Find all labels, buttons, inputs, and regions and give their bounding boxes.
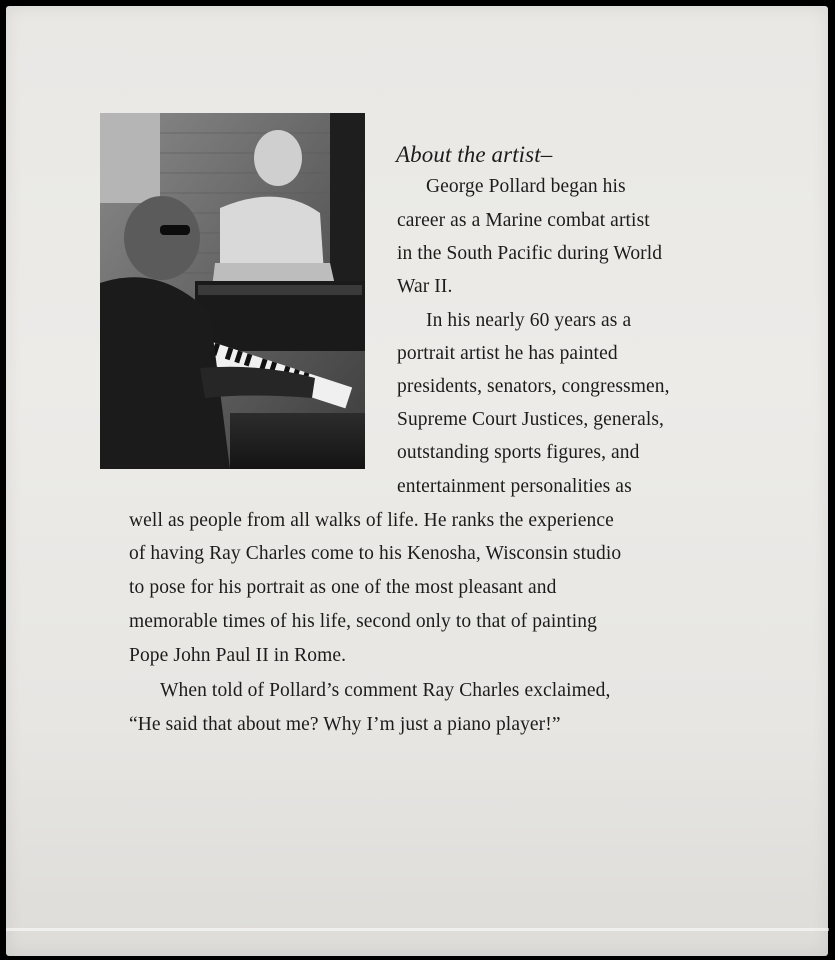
text-line: Pope John Paul II in Rome. <box>129 645 347 666</box>
section-heading: About the artist– <box>396 142 553 167</box>
text-line: George Pollard began his <box>426 176 626 197</box>
text-line: In his nearly 60 years as a <box>426 310 632 331</box>
text-line: When told of Pollard’s comment Ray Charles exclaimed, <box>160 680 611 701</box>
text-line: memorable times of his life, second only to that of painting <box>129 611 597 632</box>
text-line: in the South Pacific during World <box>397 243 663 264</box>
text-line: career as a Marine combat artist <box>397 210 650 231</box>
text-line: presidents, senators, congressmen, <box>397 376 670 397</box>
text-line: War II. <box>397 276 453 297</box>
text-line: well as people from all walks of life. He ranks the experience <box>129 510 614 531</box>
text-line: outstanding sports figures, and <box>397 442 640 463</box>
text-line: to pose for his portrait as one of the most pleasant and <box>129 577 557 598</box>
text-line: of having Ray Charles come to his Kenosha, Wisconsin studio <box>129 543 622 564</box>
page-fold-line <box>6 928 829 931</box>
artist-photo <box>100 113 365 469</box>
text-line: “He said that about me? Why I’m just a piano player!” <box>129 714 561 735</box>
text-line: entertainment personalities as <box>397 476 632 497</box>
text-line: portrait artist he has painted <box>397 343 618 364</box>
text-line: Supreme Court Justices, generals, <box>397 409 665 430</box>
